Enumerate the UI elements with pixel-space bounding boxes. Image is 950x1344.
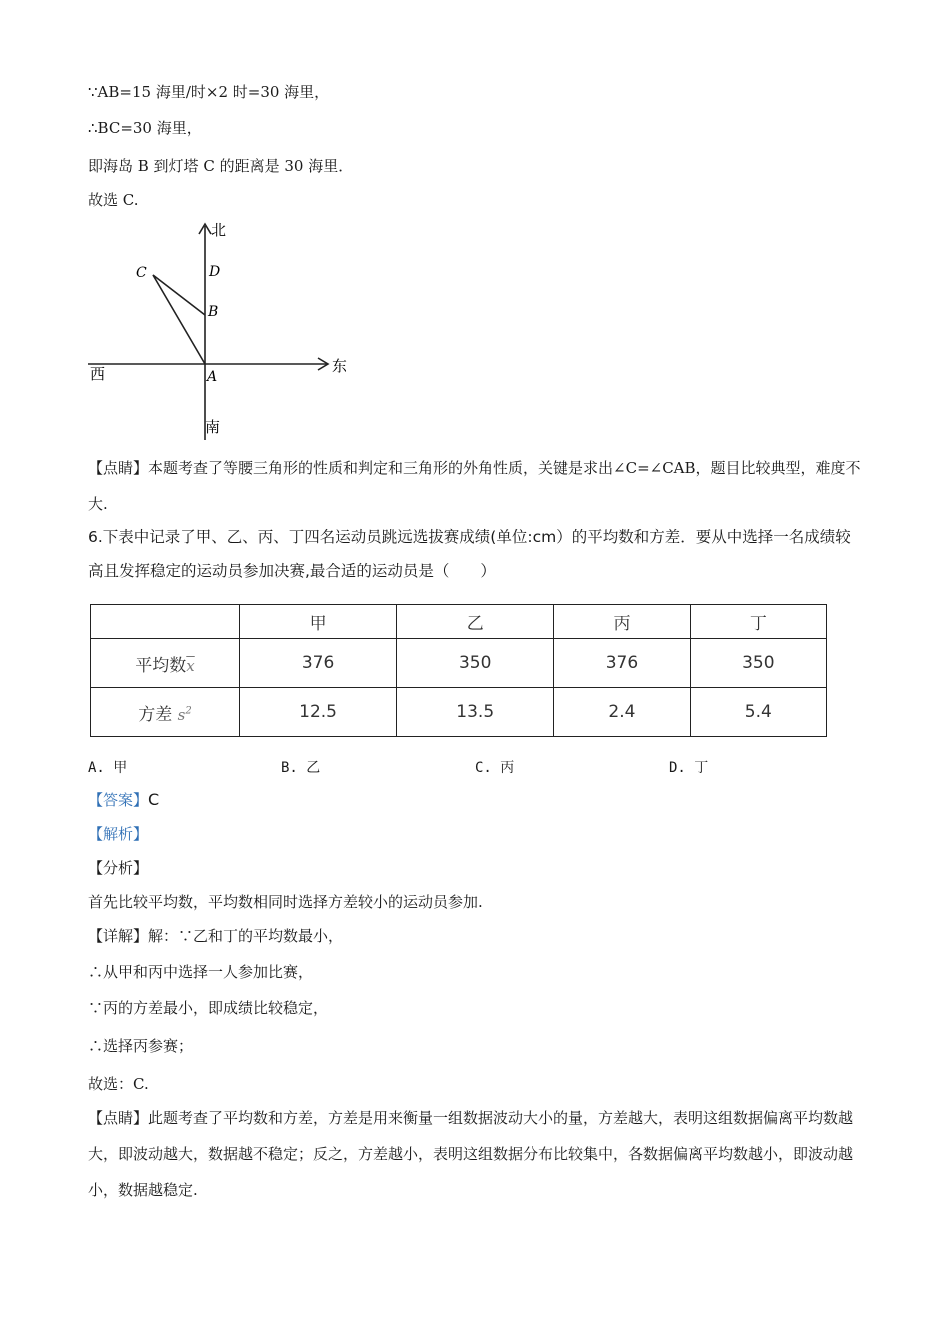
fenxi-tag: 【分析】 bbox=[88, 859, 149, 877]
variance-row-label bbox=[91, 688, 240, 737]
solution-line-1: ∵AB=15 海里/时×2 时=30 海里， bbox=[88, 83, 330, 101]
variance-symbol: s bbox=[177, 705, 186, 724]
point-a-label: A bbox=[207, 369, 218, 385]
detail-line-4: ∴选择丙参赛； bbox=[88, 1037, 194, 1055]
comment-1-text: 本题考查了等腰三角形的性质和判定和三角形的外角性质，关键是求出∠C=∠CAB，题目比较典型，难度不大. bbox=[88, 459, 861, 513]
detail-line-5: 故选：C. bbox=[88, 1075, 149, 1093]
table-cell: 376 bbox=[240, 639, 397, 688]
table-cell: 13.5 bbox=[397, 688, 554, 737]
detail-tag: 【详解】 bbox=[88, 927, 149, 945]
table-cell: 5.4 bbox=[690, 688, 826, 737]
table-row bbox=[91, 688, 827, 737]
table-header-row bbox=[91, 605, 827, 639]
table-header-cell: 丙 bbox=[554, 605, 690, 639]
comment-1 bbox=[88, 450, 863, 522]
triangle-abc bbox=[153, 275, 205, 364]
mean-symbol: $\overline{x}$ bbox=[186, 656, 195, 675]
solution-line-3: 即海岛 B 到灯塔 C 的距离是 30 海里． bbox=[88, 157, 354, 175]
analysis-tag: 【解析】 bbox=[88, 825, 149, 843]
option-b[interactable]: B. 乙 bbox=[281, 760, 321, 776]
comment-2-text: 此题考查了平均数和方差，方差是用来衡量一组数据波动大小的量，方差越大，表明这组数据偏离平均数越大，即波动越大，数据越不稳定；反之，方差越小，表明这组数据分布比较集中，各数据偏离平均数越小，即波动越小，数据越稳定. bbox=[88, 1109, 854, 1199]
option-c[interactable]: C. 丙 bbox=[475, 760, 515, 776]
table-corner bbox=[91, 605, 240, 639]
table-row bbox=[91, 639, 827, 688]
point-d-label: D bbox=[209, 264, 221, 280]
comment-1-tag: 【点睛】 bbox=[88, 459, 149, 477]
solution-line-2: ∴BC=30 海里， bbox=[88, 119, 202, 137]
table-cell: 2.4 bbox=[554, 688, 690, 737]
table-cell: 350 bbox=[397, 639, 554, 688]
detail-text-1: 解：∵乙和丁的平均数最小， bbox=[148, 927, 344, 945]
answer-line bbox=[88, 790, 159, 810]
comment-2 bbox=[88, 1100, 863, 1208]
compass-diagram bbox=[84, 218, 354, 448]
point-c-label: C bbox=[136, 265, 147, 281]
table-header-cell: 甲 bbox=[240, 605, 397, 639]
option-d[interactable]: D. 丁 bbox=[669, 760, 709, 776]
results-table bbox=[90, 604, 827, 737]
table-header-cell: 乙 bbox=[397, 605, 554, 639]
answer-value: C bbox=[148, 790, 160, 809]
mean-label: 平均数 bbox=[135, 655, 187, 676]
answer-tag: 【答案】 bbox=[88, 791, 149, 809]
table-header-cell: 丁 bbox=[690, 605, 826, 639]
detail-line-3: ∵丙的方差最小，即成绩比较稳定， bbox=[88, 999, 329, 1017]
question-6 bbox=[88, 520, 863, 588]
question-text: 下表中记录了甲、乙、丙、丁四名运动员跳远选拔赛成绩(单位:cm）的平均数和方差．要从中选择一名成绩较高且发挥稳定的运动员参加决赛,最合适的运动员是（ ） bbox=[88, 528, 851, 580]
east-label: 东 bbox=[332, 357, 348, 375]
south-label: 南 bbox=[205, 418, 221, 436]
option-a[interactable]: A. 甲 bbox=[88, 760, 128, 776]
comment-2-tag: 【点睛】 bbox=[88, 1109, 149, 1127]
detail-line-2: ∴从甲和丙中选择一人参加比赛， bbox=[88, 963, 314, 981]
detail-line-1 bbox=[88, 926, 343, 946]
mean-row-label bbox=[91, 639, 240, 688]
north-label: 北 bbox=[211, 221, 227, 239]
solution-line-4: 故选 C. bbox=[88, 191, 139, 209]
point-b-label: B bbox=[208, 304, 219, 320]
table-cell: 350 bbox=[690, 639, 826, 688]
question-number: 6. bbox=[88, 528, 103, 546]
variance-label: 方差 bbox=[138, 704, 173, 725]
table-cell: 376 bbox=[554, 639, 690, 688]
table-cell: 12.5 bbox=[240, 688, 397, 737]
fenxi-text: 首先比较平均数，平均数相同时选择方差较小的运动员参加. bbox=[88, 893, 483, 911]
west-label: 西 bbox=[90, 365, 106, 383]
variance-superscript: 2 bbox=[185, 704, 192, 716]
